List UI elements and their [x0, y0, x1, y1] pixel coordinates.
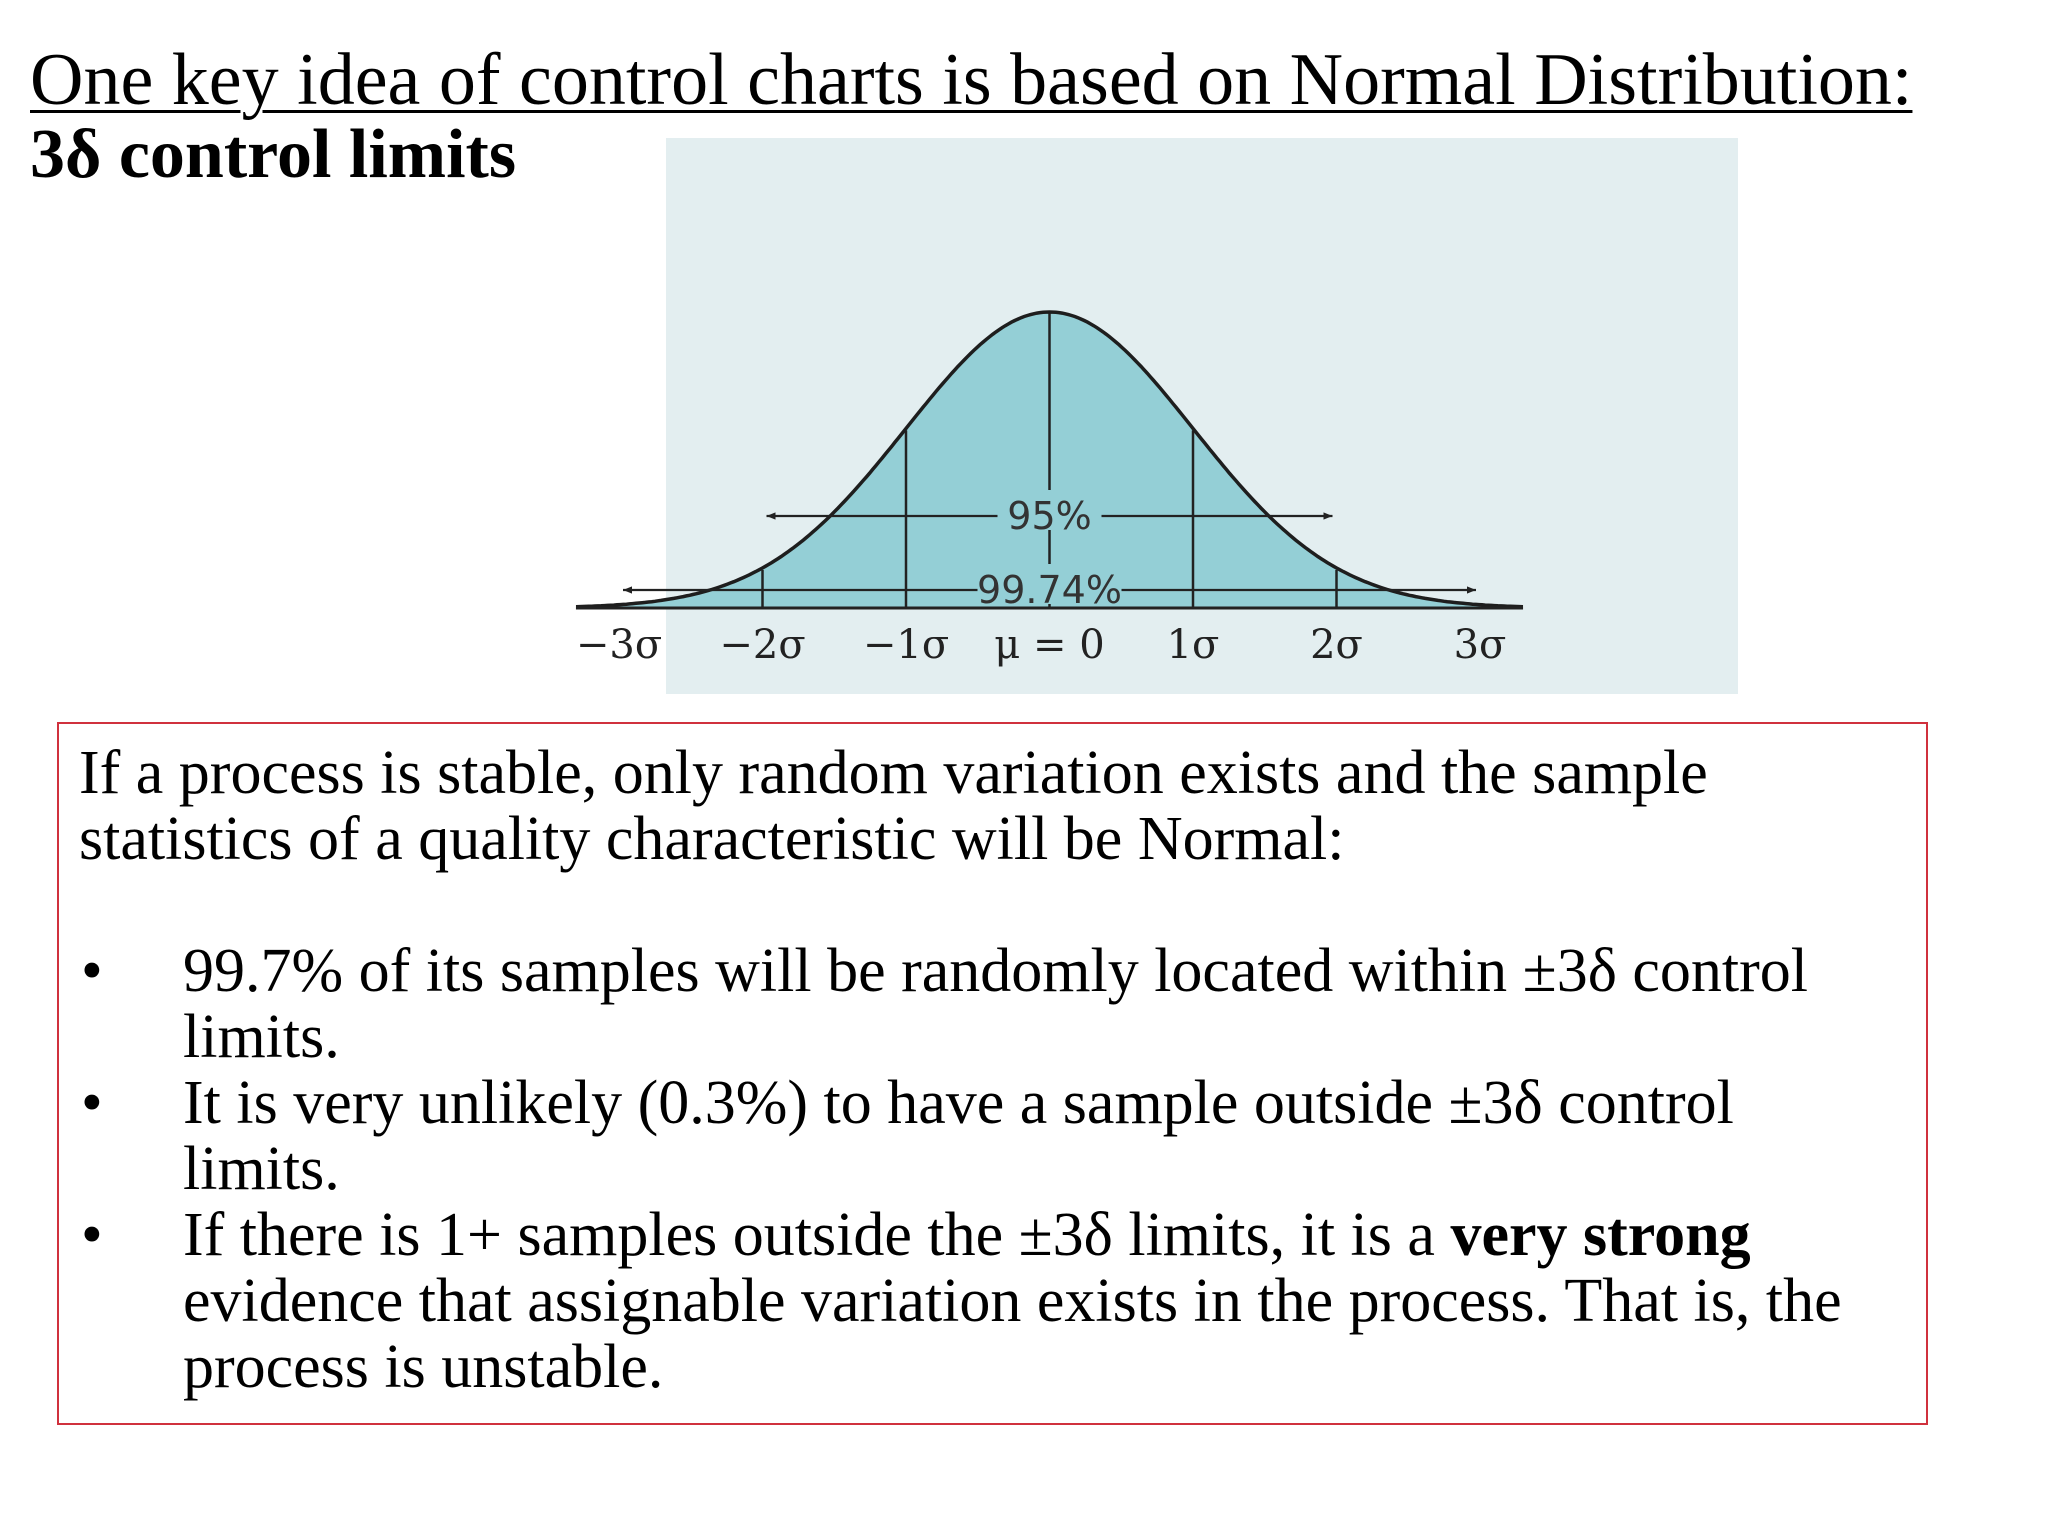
bullet-item	[79, 1202, 1906, 1400]
tick-label: 3σ	[1453, 622, 1507, 668]
page-subtitle: 3δ control limits	[30, 116, 517, 193]
bullet-text-post: evidence that assignable variation exists in the process. That is, the process is unstable.	[183, 1267, 1842, 1401]
bullet-dot: •	[81, 1201, 103, 1269]
tick-label: −3σ	[575, 622, 663, 668]
page-title: One key idea of control charts is based on Normal Distribution:	[30, 39, 1913, 121]
bullet-text-bold: very strong	[1450, 1201, 1751, 1269]
tick-label: 1σ	[1166, 622, 1220, 668]
bullet-text: 99.7% of its samples will be randomly located within ±3δ control limits.	[183, 937, 1809, 1071]
bullet-item	[79, 1070, 1906, 1202]
intro-text: If a process is stable, only random variation exists and the sample statistics of a quality characteristic will be Normal:	[79, 739, 1708, 873]
bullet-list	[79, 938, 1906, 1400]
x-axis-ticks	[576, 622, 1507, 668]
bullet-text: It is very unlikely (0.3%) to have a sample outside ±3δ control limits.	[183, 1069, 1734, 1203]
explanation-box	[57, 722, 1928, 1425]
normal-distribution-chart	[575, 138, 1738, 694]
bullet-text-pre: If there is 1+ samples outside the ±3δ limits, it is a	[183, 1201, 1451, 1269]
bullet-dot: •	[81, 937, 103, 1005]
interval-label: 99.74%	[977, 568, 1122, 612]
bullet-item	[79, 938, 1906, 1070]
interval-label: 95%	[1007, 494, 1092, 538]
tick-label: 2σ	[1310, 622, 1363, 668]
bullet-dot: •	[81, 1069, 103, 1137]
sigma-lines	[619, 312, 1480, 608]
tick-label: μ = 0	[994, 622, 1105, 668]
tick-label: −2σ	[719, 622, 806, 668]
tick-label: −1σ	[862, 622, 950, 668]
chart-svg	[575, 138, 1738, 694]
